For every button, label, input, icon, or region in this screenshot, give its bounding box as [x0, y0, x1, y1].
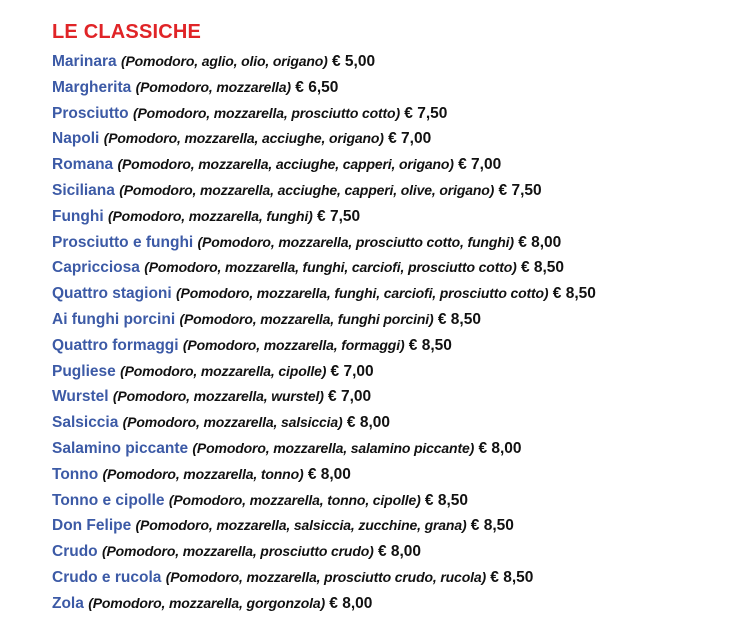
pizza-price: € 8,00: [518, 233, 562, 251]
pizza-price: € 8,50: [470, 517, 514, 535]
pizza-ingredients: (Pomodoro, mozzarella, funghi porcini): [179, 310, 434, 327]
pizza-name: Wurstel: [52, 388, 109, 406]
menu-item: [52, 513, 732, 539]
pizza-name: Ai funghi porcini: [52, 310, 176, 328]
pizza-price: € 8,50: [490, 568, 534, 586]
pizza-price: € 7,00: [328, 388, 372, 406]
pizza-price: € 8,00: [377, 543, 422, 561]
pizza-price: € 7,00: [458, 156, 502, 174]
pizza-ingredients: (Pomodoro, mozzarella, funghi, carciofi, prosciutto cotto): [144, 259, 517, 276]
menu-item: [52, 565, 732, 591]
menu-list: [52, 49, 732, 617]
pizza-ingredients: (Pomodoro, mozzarella, prosciutto crudo): [101, 543, 374, 560]
pizza-ingredients: (Pomodoro, mozzarella, salsiccia, zucchine, grana): [135, 517, 467, 534]
pizza-name: Capricciosa: [52, 259, 140, 277]
pizza-ingredients: (Pomodoro, mozzarella, gorgonzola): [88, 594, 325, 611]
menu-item: [52, 75, 732, 101]
pizza-name: Crudo: [52, 543, 98, 561]
pizza-price: € 7,50: [404, 104, 448, 122]
pizza-name: Siciliana: [52, 181, 115, 199]
pizza-name: Quattro formaggi: [52, 336, 179, 354]
pizza-ingredients: (Pomodoro, mozzarella, funghi, carciofi, prosciutto cotto): [176, 285, 549, 302]
pizza-name: Salamino piccante: [52, 439, 189, 457]
pizza-name: Margherita: [52, 78, 132, 96]
menu-item: [52, 178, 732, 204]
pizza-ingredients: (Pomodoro, mozzarella, acciughe, capperi, origano): [117, 156, 454, 173]
pizza-ingredients: (Pomodoro, mozzarella, acciughe, capperi, olive, origano): [119, 181, 495, 198]
menu-item: [52, 126, 732, 152]
pizza-ingredients: (Pomodoro, mozzarella, acciughe, origano): [103, 130, 384, 147]
menu-item: [52, 359, 732, 385]
pizza-name: Marinara: [52, 53, 117, 70]
pizza-price: € 7,50: [498, 181, 542, 199]
pizza-price: € 8,50: [552, 285, 596, 303]
pizza-ingredients: (Pomodoro, mozzarella, salsiccia): [122, 414, 343, 431]
pizza-price: € 6,50: [295, 78, 339, 96]
menu-section: [52, 20, 732, 617]
menu-item: [52, 333, 732, 359]
menu-item: [52, 230, 732, 256]
menu-item: [52, 488, 732, 514]
menu-item: [52, 410, 732, 436]
pizza-name: Salsiccia: [52, 414, 119, 432]
pizza-price: € 8,50: [437, 310, 481, 328]
pizza-ingredients: (Pomodoro, mozzarella, formaggi): [182, 336, 405, 353]
pizza-name: Prosciutto: [52, 104, 129, 122]
pizza-price: € 8,00: [329, 594, 373, 612]
pizza-price: € 8,00: [307, 465, 351, 483]
pizza-ingredients: (Pomodoro, mozzarella, wurstel): [112, 388, 324, 405]
menu-item: [52, 101, 732, 127]
pizza-price: € 8,00: [478, 439, 522, 457]
menu-item: [52, 436, 732, 462]
menu-item: [52, 255, 732, 281]
section-title: LE CLASSICHE: [52, 21, 202, 43]
menu-item: [52, 591, 732, 617]
pizza-name: Don Felipe: [52, 517, 132, 535]
menu-item: [52, 204, 732, 230]
pizza-name: Napoli: [52, 130, 100, 148]
pizza-price: € 7,00: [330, 362, 374, 380]
pizza-name: Pugliese: [52, 362, 116, 380]
menu-item: [52, 281, 732, 307]
menu-item: [52, 539, 732, 565]
pizza-price: € 5,00: [332, 53, 376, 70]
menu-item: [52, 152, 732, 178]
pizza-name: Romana: [52, 156, 114, 174]
pizza-ingredients: (Pomodoro, mozzarella, prosciutto cotto, funghi): [197, 233, 514, 250]
pizza-price: € 8,00: [346, 414, 390, 432]
pizza-name: Crudo e rucola: [52, 568, 162, 586]
pizza-name: Tonno: [52, 465, 99, 483]
pizza-ingredients: (Pomodoro, mozzarella, funghi): [107, 207, 313, 224]
pizza-name: Funghi: [52, 207, 104, 225]
menu-item: [52, 462, 732, 488]
pizza-ingredients: (Pomodoro, mozzarella, tonno): [102, 465, 304, 482]
pizza-ingredients: (Pomodoro, mozzarella, cipolle): [120, 362, 327, 379]
pizza-ingredients: (Pomodoro, mozzarella, salamino piccante): [192, 439, 475, 456]
pizza-price: € 8,50: [424, 491, 469, 509]
menu-item: [52, 307, 732, 333]
menu-item: [52, 49, 732, 75]
pizza-price: € 7,50: [317, 207, 361, 225]
pizza-ingredients: (Pomodoro, mozzarella): [135, 78, 291, 95]
pizza-ingredients: (Pomodoro, aglio, olio, origano): [120, 53, 328, 69]
pizza-ingredients: (Pomodoro, mozzarella, prosciutto cotto): [132, 104, 400, 121]
pizza-ingredients: (Pomodoro, mozzarella, prosciutto crudo, rucola): [165, 568, 486, 585]
pizza-name: Tonno e cipolle: [52, 491, 165, 509]
pizza-price: € 7,00: [388, 130, 432, 148]
pizza-price: € 8,50: [520, 259, 565, 277]
pizza-price: € 8,50: [408, 336, 452, 354]
pizza-ingredients: (Pomodoro, mozzarella, tonno, cipolle): [168, 491, 421, 508]
pizza-name: Quattro stagioni: [52, 285, 172, 303]
pizza-name: Zola: [52, 594, 84, 612]
menu-item: [52, 384, 732, 410]
pizza-name: Prosciutto e funghi: [52, 233, 194, 251]
